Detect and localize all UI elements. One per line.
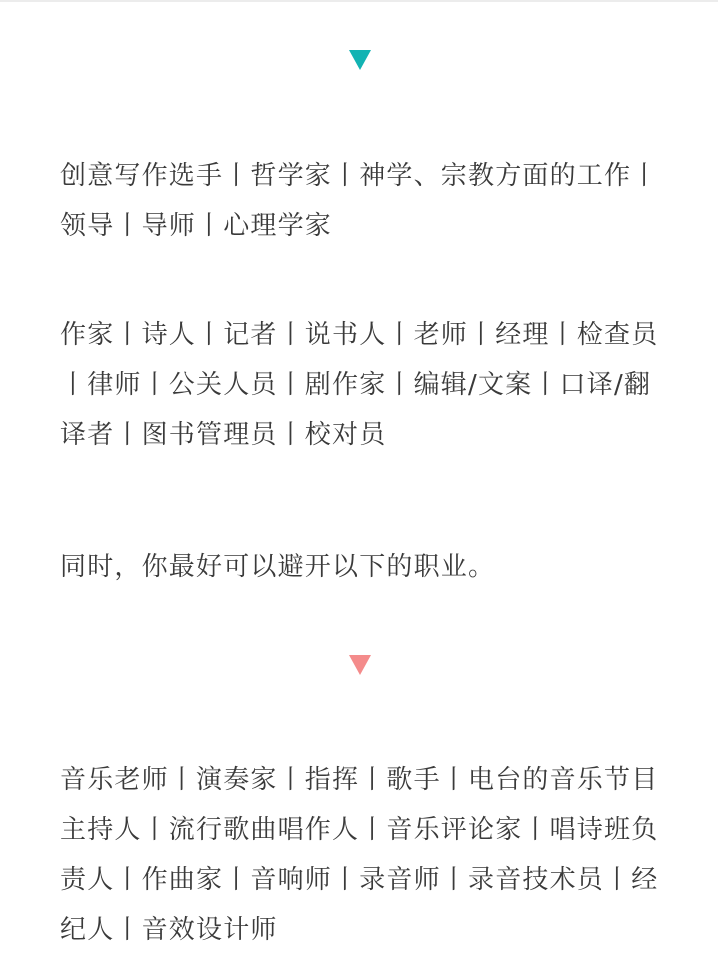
avoid-careers-paragraph: 音乐老师丨演奏家丨指挥丨歌手丨电台的音乐节目主持人丨流行歌曲唱作人丨音乐评论家丨唱诗班负责人丨作曲家丨音响师丨录音师丨录音技术员丨经纪人丨音效设计师 bbox=[60, 765, 659, 945]
recommended-careers-paragraph-2: 作家丨诗人丨记者丨说书人丨老师丨经理丨检查员丨律师丨公关人员丨剧作家丨编辑/文案丨口译/翻译者丨图书管理员丨校对员 bbox=[60, 320, 659, 450]
avoid-careers-intro: 同时，你最好可以避开以下的职业。 bbox=[60, 552, 496, 582]
pink-triangle-icon bbox=[349, 655, 371, 675]
top-divider bbox=[0, 0, 718, 2]
recommended-careers-paragraph-1: 创意写作选手丨哲学家丨神学、宗教方面的工作丨领导丨导师丨心理学家 bbox=[60, 161, 659, 241]
teal-triangle-icon bbox=[349, 50, 371, 70]
